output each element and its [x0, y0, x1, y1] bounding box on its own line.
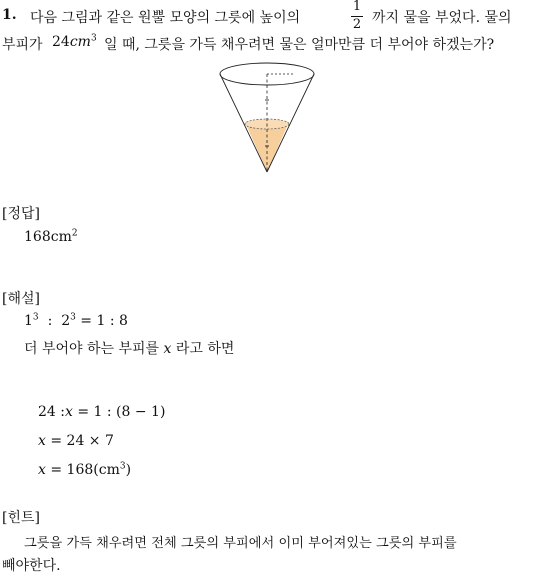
equation-3: $x = 168(cm^3)$ — [38, 461, 132, 478]
answer-heading: [정답] — [2, 206, 40, 222]
problem-text-line1-start: 다음 그림과 같은 원뿔 모양의 그릇에 높이의 — [30, 10, 301, 26]
problem-text-line2-end: 일 때, 그릇을 가득 채우려면 물은 얼마만큼 더 부어야 하겠는가? — [104, 37, 495, 53]
explanation-line2: 더 부어야 하는 부피를 x 라고 하면 — [24, 341, 235, 357]
problem-text-line2-start: 부피가 — [2, 37, 43, 53]
fraction-denominator: 2 — [352, 17, 362, 32]
explanation-heading: [해설] — [2, 291, 40, 307]
hint-line2: 빼야한다. — [2, 558, 61, 574]
ratio-equation: $1^3$ : $2^3 = 1$ : 8 — [24, 312, 128, 329]
equation-1: 24 :x = 1 : (8 − 1) — [38, 404, 166, 420]
cone-figure — [215, 60, 315, 175]
problem-text-line1-end: 까지 물을 부었다. 물의 — [372, 10, 512, 26]
problem-number: 1. — [2, 7, 17, 23]
equation-2: x = 24 × 7 — [38, 433, 114, 449]
hint-line1: 그릇을 가득 채우려면 전체 그릇의 부피에서 이미 부어져있는 그릇의 부피를 — [24, 536, 457, 551]
problem-volume: $24cm^3$ — [52, 33, 97, 50]
hint-heading: [힌트] — [2, 510, 40, 526]
fraction-numerator: 1 — [352, 0, 362, 14]
answer-value: $168cm^2$ — [24, 228, 78, 245]
